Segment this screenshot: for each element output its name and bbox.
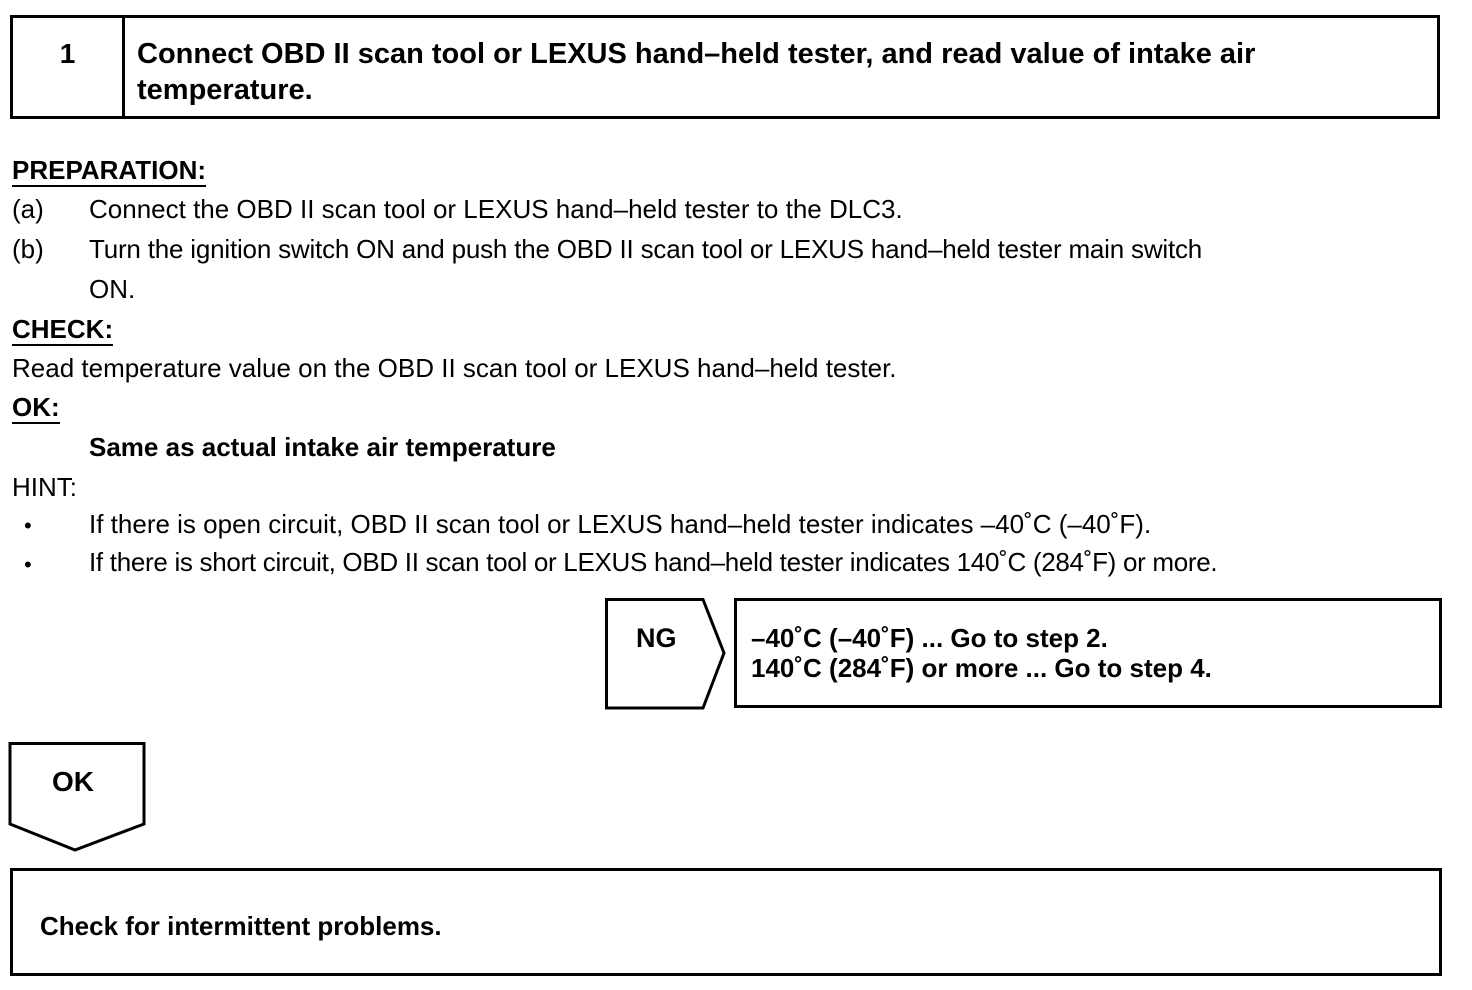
ok-label: OK	[52, 766, 94, 797]
hint-bullet-short-circuit: If there is short circuit, OBD II scan tool or LEXUS hand–held tester indicates 140˚C (284˚F) or more.	[89, 547, 1218, 577]
ok-arrow-shape	[8, 742, 148, 854]
final-action-box	[10, 868, 1442, 976]
ng-arrow-shape	[605, 598, 729, 710]
check-heading: CHECK:	[12, 314, 114, 344]
ng-label: NG	[636, 623, 677, 653]
final-action-text: Check for intermittent problems.	[40, 911, 442, 941]
bullet-dot: •	[24, 552, 32, 577]
preparation-item-a-text: Connect the OBD II scan tool or LEXUS hand–held tester to the DLC3.	[89, 194, 903, 224]
ng-result-box	[734, 598, 1442, 708]
hint-bullet-open-circuit: If there is open circuit, OBD II scan tool or LEXUS hand–held tester indicates –40˚C (–40˚F).	[89, 509, 1152, 539]
check-text: Read temperature value on the OBD II scan tool or LEXUS hand–held tester.	[12, 353, 897, 383]
preparation-item-b-text-line1: Turn the ignition switch ON and push the OBD II scan tool or LEXUS hand–held tester main switch	[89, 234, 1203, 264]
ng-result-line-1: –40˚C (–40˚F) ... Go to step 2.	[751, 623, 1108, 653]
ok-heading: OK:	[12, 392, 60, 422]
ok-spec-text: Same as actual intake air temperature	[89, 432, 556, 462]
preparation-item-b-text-line2: ON.	[89, 274, 136, 304]
step-number: 1	[13, 18, 125, 116]
preparation-heading: PREPARATION:	[12, 155, 207, 185]
step-title: Connect OBD II scan tool or LEXUS hand–held tester, and read value of intake air temperature.	[137, 38, 1256, 106]
bullet-dot: •	[24, 513, 32, 538]
preparation-item-a-marker: (a)	[12, 194, 44, 224]
step-header-box	[10, 15, 1440, 119]
preparation-item-b-marker: (b)	[12, 234, 44, 264]
hint-label: HINT:	[12, 472, 77, 502]
ng-result-line-2: 140˚C (284˚F) or more ... Go to step 4.	[751, 653, 1212, 683]
